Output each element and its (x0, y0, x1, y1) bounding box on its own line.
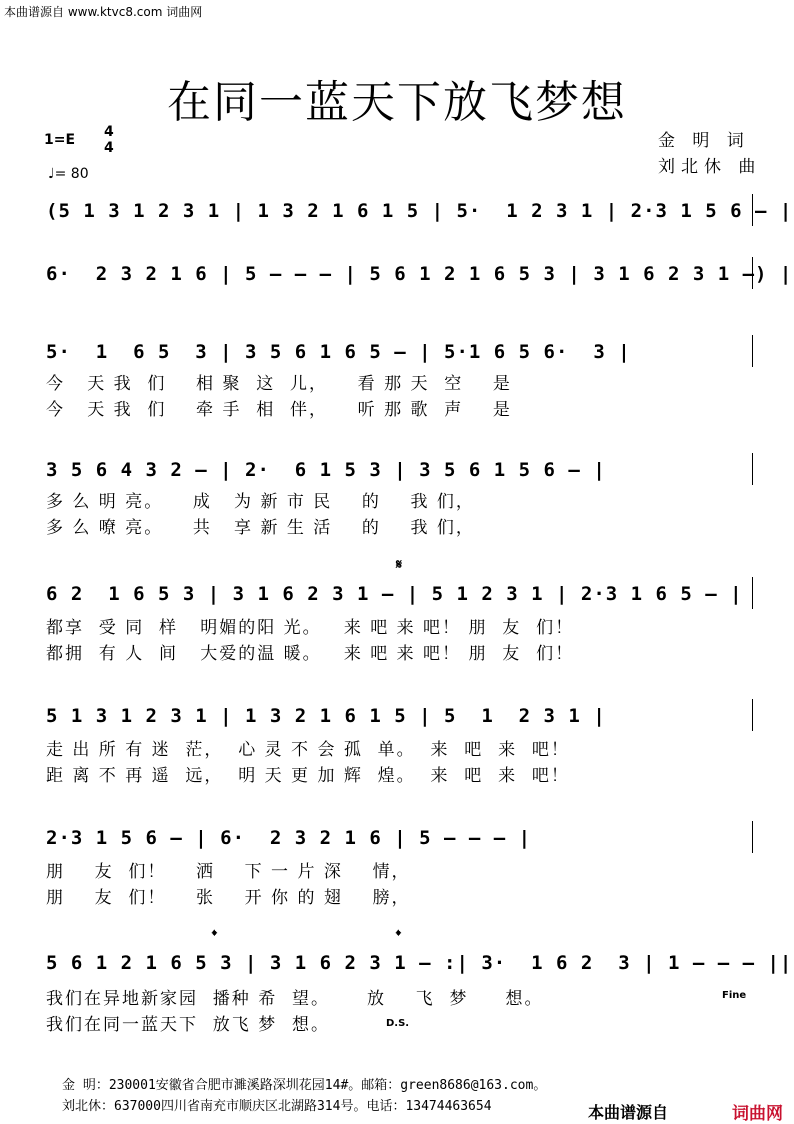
song-title: 在同一蓝天下放飞梦想 (167, 77, 627, 128)
meter-top: 4 (104, 124, 114, 140)
barline (752, 577, 753, 609)
meter-bottom: 4 (104, 140, 114, 156)
score-line-4 (40, 459, 756, 538)
barline (752, 821, 753, 853)
score-line-6 (40, 705, 756, 786)
lyric-verse-1: 走 出 所 有 迷 茫， 心 灵 不 会 孤 单。 来 吧 来 吧！ (46, 740, 570, 760)
score-line-7 (40, 827, 756, 908)
lyric-verse-2: 距 离 不 再 遥 远， 明 天 更 加 辉 煌。 来 吧 来 吧！ (46, 766, 570, 786)
score-line-3 (40, 341, 756, 420)
lyric-verse-1: 都享 受 同 样 明媚的阳 光。 来 吧 来 吧！ 朋 友 们！ (46, 618, 575, 638)
header-source: 本曲谱源自 www.ktvc8.com 词曲网 (4, 5, 203, 19)
barline (752, 699, 753, 731)
barline (752, 335, 753, 367)
barline (752, 194, 753, 226)
notes-line-3: 5· 1 6 5 3 | 3 5 6 1 6 5 – | 5·1 6 5 6· 3 | (46, 341, 631, 363)
score-line-8 (40, 928, 793, 1035)
barline (752, 257, 753, 289)
lyric-verse-1: 朋 友 们！ 洒 下 一 片 深 情， (46, 862, 411, 882)
tempo-mark: ♩= 80 (48, 166, 89, 182)
fine-mark: Fine (722, 990, 747, 1001)
notes-line-1: (5 1 3 1 2 3 1 | 1 3 2 1 6 1 5 | 5· 1 2 3 1 | 2·3 1 5 6 – | (46, 200, 793, 222)
lyric-verse-2: 今 天 我 们 牵 手 相 伴， 听 那 歌 声 是 (46, 400, 512, 420)
time-signature (104, 124, 114, 156)
score-line-2 (40, 263, 793, 313)
coda-sign: 𝄌 (212, 928, 217, 944)
footer-lyricist-contact: 金 明：230001安徽省合肥市濉溪路深圳花园14#。邮箱：green8686@163.com。 (62, 1078, 547, 1093)
lyric-verse-1: 今 天 我 们 相 聚 这 儿， 看 那 天 空 是 (46, 374, 512, 394)
segno-sign: 𝄋 (396, 557, 403, 573)
lyric-verse-2: 朋 友 们！ 张 开 你 的 翅 膀， (46, 888, 411, 908)
key-signature: 1=E (44, 132, 76, 148)
barline (752, 453, 753, 485)
notes-line-5: 6 2 1 6 5 3 | 3 1 6 2 3 1 – | 5 1 2 3 1 | 2·3 1 6 5 – | (46, 583, 743, 605)
lyricist-credit: 金 明 词 (658, 131, 750, 151)
score-line-5 (40, 557, 756, 664)
composer-credit: 刘北休 曲 (658, 157, 762, 177)
watermark-left: 本曲谱源自 (588, 1103, 669, 1122)
notes-line-7: 2·3 1 5 6 – | 6· 2 3 2 1 6 | 5 – – – | (46, 827, 532, 849)
notes-line-8: 5 6 1 2 1 6 5 3 | 3 1 6 2 3 1 – :| 3· 1 6 2 3 | 1 – – – || (46, 952, 793, 974)
ds-mark: D.S. (386, 1018, 410, 1029)
lyric-verse-2: 我们在同一蓝天下 放飞 梦 想。 (46, 1015, 331, 1035)
lyric-verse-1: 我们在异地新家园 播种 希 望。 放 飞 梦 想。 (46, 989, 544, 1009)
lyric-verse-2: 都拥 有 人 间 大爱的温 暖。 来 吧 来 吧！ 朋 友 们！ (46, 644, 575, 664)
score-line-1 (40, 200, 793, 250)
watermark-right: 词曲网 (732, 1104, 783, 1124)
lyric-verse-1: 多 么 明 亮。 成 为 新 市 民 的 我 们， (46, 492, 475, 512)
lyric-verse-2: 多 么 嘹 亮。 共 享 新 生 活 的 我 们， (46, 518, 475, 538)
notes-line-2: 6· 2 3 2 1 6 | 5 – – – | 5 6 1 2 1 6 5 3 | 3 1 6 2 3 1 –) | (46, 263, 793, 285)
notes-line-6: 5 1 3 1 2 3 1 | 1 3 2 1 6 1 5 | 5 1 2 3 1 | (46, 705, 606, 727)
notes-line-4: 3 5 6 4 3 2 – | 2· 6 1 5 3 | 3 5 6 1 5 6 – | (46, 459, 606, 481)
coda-sign: 𝄌 (396, 928, 401, 944)
footer-composer-contact: 刘北休：637000四川省南充市顺庆区北湖路314号。电话：13474463654 (62, 1099, 492, 1114)
